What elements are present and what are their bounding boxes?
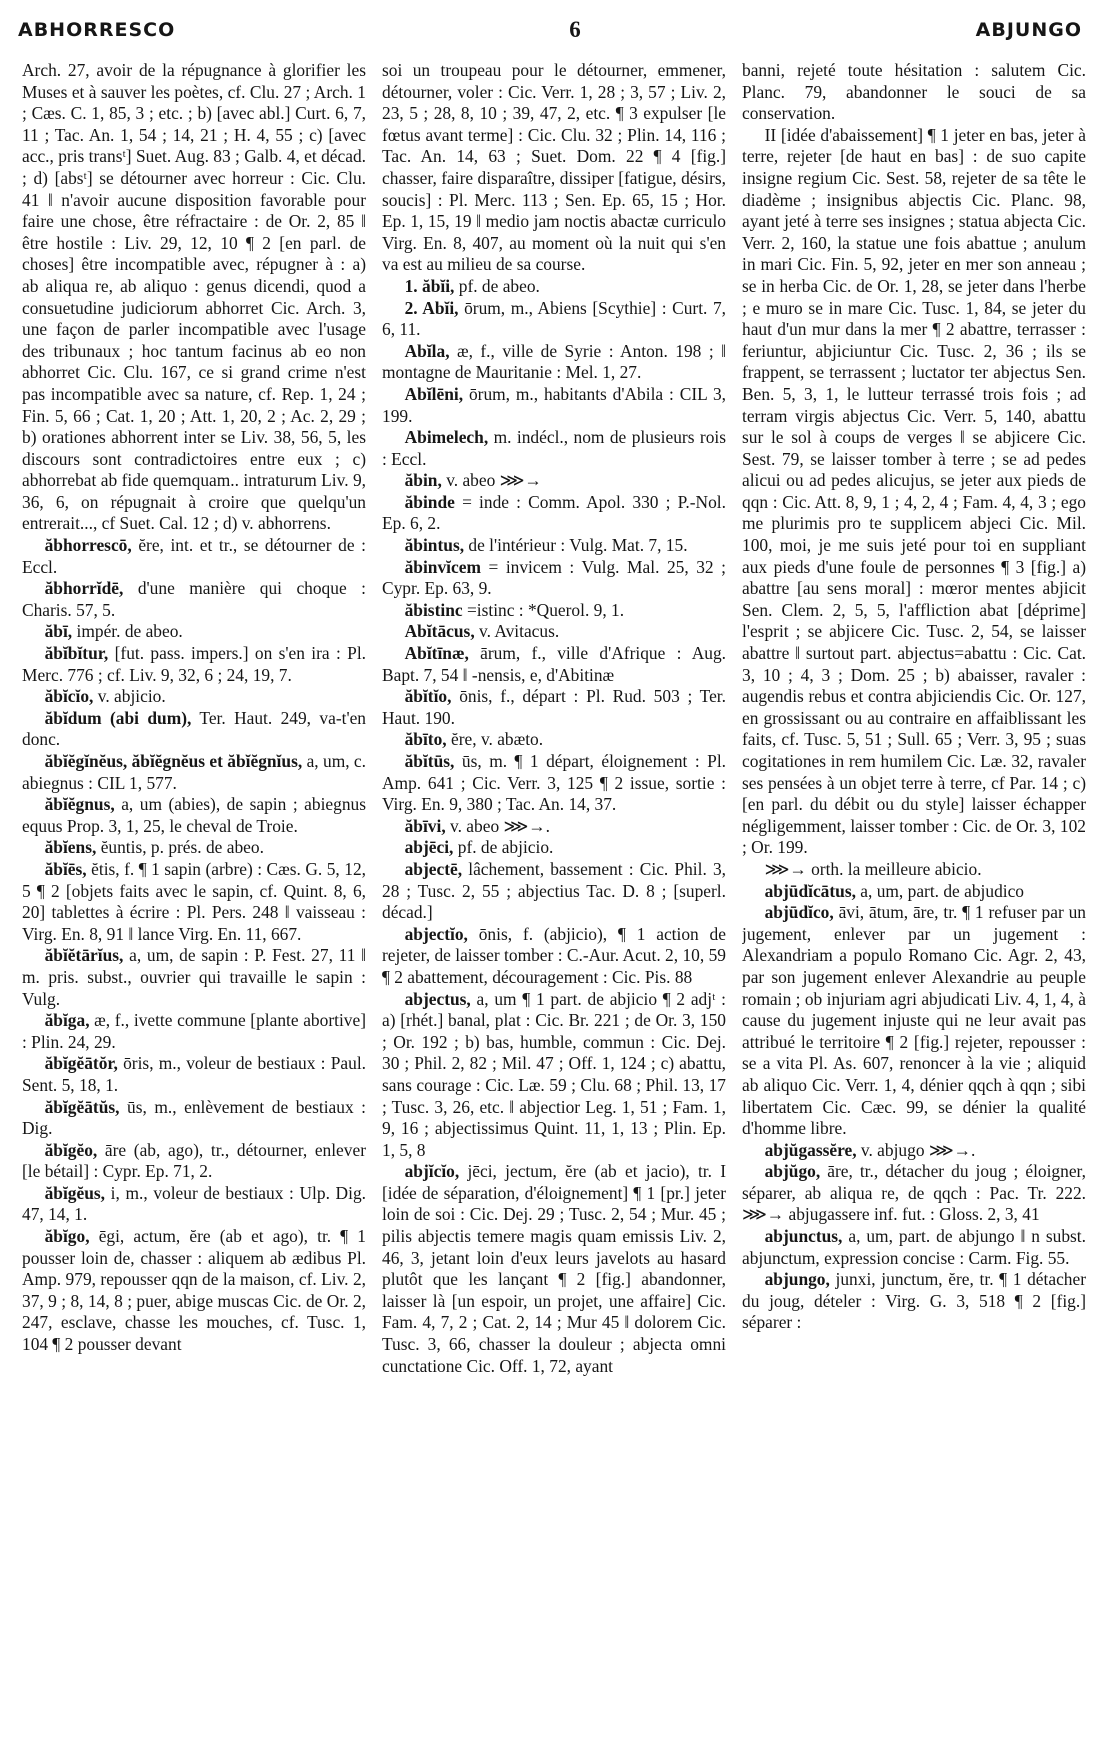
definition: ĕre, v. abæto. (451, 729, 544, 750)
dictionary-entry (22, 1183, 366, 1226)
headword: ăbĭĕgĭnĕus, ăbĭĕgnĕus et ăbĭĕgnĭus, (44, 751, 303, 771)
headword: abjūdĭco, (764, 902, 834, 923)
dictionary-entry (382, 341, 726, 384)
running-header (18, 10, 1082, 50)
headword: ăbĭgĕātŏr, (44, 1053, 118, 1074)
dictionary-entry (22, 751, 366, 794)
definition: de l'intérieur : Vulg. Mat. 7, 15. (468, 535, 688, 556)
headword: ăbĭgĕātŭs, (44, 1096, 120, 1117)
headword: ăbintus, (404, 535, 465, 556)
headword: ăbĭĕgnus, (44, 794, 115, 815)
headword: ăbĭbĭtur, (44, 643, 109, 664)
dictionary-entry (382, 621, 726, 643)
dictionary-entry (382, 298, 726, 341)
dictionary-entry (742, 902, 1086, 1140)
headword: Abĭla, (404, 340, 450, 361)
definition: pf. de abjicio. (457, 837, 554, 858)
definition: junxi, junctum, ĕre, tr. ¶ 1 détacher du joug, dételer : Virg. G. 3, 518 ¶ 2 [fig.] séparer : (742, 1269, 1086, 1333)
dictionary-entry (382, 751, 726, 816)
headword: abjŭgassĕre, (764, 1139, 857, 1160)
dictionary-entry (22, 621, 366, 643)
dictionary-entry (22, 1226, 366, 1356)
dictionary-entry (382, 816, 726, 838)
definition: d'une manière qui choque : Charis. 57, 5. (22, 578, 366, 620)
dictionary-entry (742, 1161, 1086, 1226)
headword: ăbistinc (404, 599, 463, 620)
dictionary-entry (742, 1140, 1086, 1162)
definition: āre, tr., détacher du joug ; éloigner, séparer, ab aliqua re, de qqch : Pac. Tr. 222. ⋙→ abjugassere inf. fut. : Gloss. 2, 3, 41 (742, 1161, 1086, 1225)
headword: ăbĭgĕus, (44, 1182, 106, 1203)
dictionary-entry (742, 1269, 1086, 1334)
definition: āre (ab, ago), tr., détourner, enlever [le bétail] : Cypr. Ep. 71, 2. (22, 1139, 366, 1182)
definition: = invicem : Vulg. Mal. 25, 32 ; Cypr. Ep. 63, 9. (382, 556, 726, 599)
definition: ūs, m. ¶ 1 départ, éloignement : Pl. Amp. 641 ; Cic. Verr. 3, 125 ¶ 2 issue, sortie : Virg. En. 9, 380 ; Tac. An. 14, 37. (382, 751, 726, 815)
definition: v. Avitacus. (479, 621, 560, 642)
dictionary-entry (742, 881, 1086, 903)
page-number: 6 (569, 17, 582, 42)
definition: a, um, part. de abjudico (860, 880, 1025, 901)
definition: a, um (abies), de sapin ; abiegnus equus Prop. 3, 1, 25, le cheval de Troie. (22, 794, 366, 836)
definition: v. abeo ⋙→. (450, 815, 550, 836)
definition: ĕtis, f. ¶ 1 sapin (arbre) : Cæs. G. 5, 12, 5 ¶ 2 [objets faits avec le sapin, cf. Quint. 8, 6, 20] tablettes à écrire : Pl. Pers. 248 ‖ vaisseau : Virg. En. 8, 91 ‖ lance Virg. En. 11, 667. (22, 858, 366, 944)
dictionary-entry (382, 427, 726, 470)
dictionary-entry (382, 859, 726, 924)
definition: = inde : Comm. Apol. 330 ; P.-Nol. Ep. 6, 2. (382, 491, 726, 534)
definition: a, um ¶ 1 part. de abjicio ¶ 2 adjᵗ : a) [rhét.] banal, plat : Cic. Br. 221 ; de Or. 3, 150 ; Or. 192 ; b) bas, humble, commun : Cic. Dej. 30 ; Phil. 2, 82 ; Mil. 47 ; Off. 1, 124 ; c) abattu, sans courage : Cic. Læ. 59 ; Clu. 68 ; Phil. 13, 17 ; Tusc. 3, 26, etc. ‖ abjectior Leg. 1, 51 ; Fam. 1, 9, 16 ; abjectissimus Quint. 11, 1, 13 ; Plin. Ep. 1, 5, 8 (382, 988, 726, 1160)
dictionary-entry (382, 1161, 726, 1377)
headword: ăbĭdum (abi dum), (44, 707, 192, 728)
definition: =istinc : *Querol. 9, 1. (466, 599, 625, 620)
headword: ăbinde (404, 491, 455, 512)
headword: abjĭcĭo, (404, 1161, 460, 1182)
definition: ōnis, f., départ : Pl. Rud. 503 ; Ter. Haut. 190. (382, 686, 726, 728)
dictionary-entry (22, 643, 366, 686)
dictionary-entry (22, 686, 366, 708)
headword: abjŭgo, (764, 1161, 821, 1182)
headword: abjēci, (404, 837, 454, 858)
dictionary-entry (22, 1140, 366, 1183)
dictionary-entry (382, 837, 726, 859)
dictionary-entry (382, 643, 726, 686)
definition: ōnis, f. (abjicio), ¶ 1 action de rejeter, de laisser tomber : C.-Aur. Acut. 2, 10, 59 ¶ 2 abattement, découragement : Cic. Pis. 88 (382, 923, 726, 987)
definition: a, um, c. abiegnus : CIL 1, 577. (22, 751, 366, 793)
definition: āvi, ātum, āre, tr. ¶ 1 refuser par un jugement, enlever par un jugement : Alexandriam a populo Romano Cic. Agr. 2, 43, par son jugement enlever Alexandrie au peuple romain ; ob injuriam agri abjudicati Liv. 4, 1, 4, à cause du jugement injuste qui ne leur avait pas attribué le territoire ¶ 2 [fig.] rejeter, repousser : se a vita Pl. As. 607, renoncer à la vie ; aliquid ab aliquo Cic. Verr. 1, 4, dénier qqch à qqn ; sibi libertatem Cic. Cæc. 99, se dénier la qualité d'homme libre. (742, 902, 1086, 1139)
headword: Abĭtācus, (404, 621, 475, 642)
headword: abjectus, (404, 988, 471, 1009)
dictionary-entry (22, 859, 366, 945)
definition: pf. de abeo. (458, 275, 540, 296)
headword: ăbī, (44, 621, 73, 642)
dictionary-entry (382, 535, 726, 557)
headword: Abĭlēni, (404, 383, 464, 404)
headword: ăbĭtĭo, (404, 686, 452, 707)
definition: Ter. Haut. 249, va-t'en donc. (22, 707, 366, 750)
definition: ĕuntis, p. prés. de abeo. (100, 837, 264, 858)
definition: impér. de abeo. (76, 621, 183, 642)
definition: ⋙→ orth. la meilleure abicio. (764, 858, 982, 879)
definition: ēgi, actum, ĕre (ab et ago), tr. ¶ 1 pousser loin de, chasser : aliquem ab ædibus Pl. Amp. 979, repousser qqn de la maison, cf. Liv. 2, 37, 9 ; 8, 14, 8 ; puer, abige muscas Cic. de Or. 2, 247, esclave, chasse les mouches, cf. Tusc. 1, 104 ¶ 2 pousser devant (22, 1226, 366, 1355)
headword: 1. ăbĭi, (404, 275, 455, 296)
headword: ăbĭĕtārĭus, (44, 945, 124, 966)
dictionary-entry (22, 1010, 366, 1053)
definition: II [idée d'abaissement] ¶ 1 jeter en bas, jeter à terre, rejeter [de haut en bas] : de suo capite insigne regium Cic. Sest. 58, rejeter de sa tête le diadème ; insignibus abjectis Cic. Planc. 98, ayant jeté à terre ses insignes ; statua abjecta Cic. Verr. 2, 160, la statue une fois abattue ; anulum in mari Cic. Fin. 5, 92, jeter en mer son anneau ; se in herba Cic. de Or. 1, 28, se jeter dans l'herbe ; e muro se in mare Cic. Tusc. 1, 84, se jeter du haut d'un mur dans la mer ¶ 2 abattre, terrasser : feriuntur, abjiciuntur Cic. Tusc. 2, 36 ; ils se frappent, se terrassent ; luctator ter abjectus Sen. Ben. 5, 3, 1, le lutteur terrassé trois fois ; ad terram virgis abjectus Cic. Verr. 5, 140, abattu sur le sol à coups de verges ‖ se abjicere Cic. Sest. 79, se laisser tomber à terre ; se ad pedes alicui ou ad pedes alicujus, se jeter aux pieds de qqn : Cic. Att. 8, 9, 1 ; 4, 2, 4 ; Fam. 4, 4, 3 ; ego me plurimis pro te supplicem abjeci Cic. Mil. 100, moi, je me suis jeté pour toi en suppliant aux pieds d'une foule de personnes ¶ 3 [fig.] a) abattre [au sens moral] : mœror mentes abjicit Sen. Clem. 2, 5, 5, l'affliction abat [déprime] l'esprit ; se abjicere Cic. Tusc. 2, 54, se laisser abattre ‖ surtout part. abjectus=abattu : Cic. Cat. 3, 10 ; 4, 3 ; Dom. 25 ; b) abaisser, ravaler : augendis rebus et contra abjiciendis Cic. Or. 127, en grossissant ou au contraire en affaiblissant les faits, cf. Tusc. 5, 51 ; Sull. 65 ; Verr. 3, 95 ; suas cogitationes in rem humilem Cic. Læ. 32, ravaler ses pensées à un objet terre à terre, cf Par. 14 ; c) [en parl. du débit ou du style] laisser échapper négligemment, laisser tomber : Cic. de Or. 3, 102 ; Or. 199. (742, 124, 1086, 858)
entry-text (742, 125, 1086, 859)
dictionary-entry (382, 600, 726, 622)
headword: abjunctus, (764, 1226, 843, 1247)
column-right (742, 60, 1086, 1735)
dictionary-entry (382, 557, 726, 600)
definition: a, um, de sapin : P. Fest. 27, 11 ‖ m. pris. subst., ouvrier qui travaille le sapin : Vulg. (22, 945, 366, 1009)
dictionary-entry (382, 470, 726, 492)
dictionary-entry (382, 276, 726, 298)
definition: i, m., voleur de bestiaux : Ulp. Dig. 47, 14, 1. (22, 1182, 366, 1225)
definition: lâchement, bassement : Cic. Phil. 3, 28 ; Tusc. 2, 55 ; abjectius Tac. D. 8 ; [superl. décad.] (382, 858, 726, 923)
headword: ăbīto, (404, 729, 447, 750)
headword: ăbīvi, (404, 815, 446, 836)
entry-text (742, 60, 1086, 125)
entry-text (742, 859, 1086, 881)
definition: ārum, f., ville d'Afrique : Aug. Bapt. 7, 54 ‖ -nensis, e, d'Abitinæ (382, 643, 726, 685)
definition: æ, f., ville de Syrie : Anton. 198 ; ‖ montagne de Mauritanie : Mel. 1, 27. (382, 340, 726, 383)
definition: ōris, m., voleur de bestiaux : Paul. Sent. 5, 18, 1. (22, 1053, 366, 1095)
dictionary-entry (382, 384, 726, 427)
dictionary-entry (382, 686, 726, 729)
headword: ăbhorrĭdē, (44, 578, 124, 599)
headword: ăbĭens, (44, 837, 97, 858)
dictionary-entry (382, 989, 726, 1162)
headword: Abĭtīnæ, (404, 643, 469, 664)
headword: abjectĭo, (404, 923, 468, 944)
definition: æ, f., ivette commune [plante abortive] : Plin. 24, 29. (22, 1010, 366, 1052)
definition: ĕre, int. et tr., se détourner de : Eccl. (22, 535, 366, 577)
headword: ăbĭgo, (44, 1226, 90, 1247)
headword: ăbĭēs, (44, 858, 87, 879)
headword: ăbinvĭcem (404, 556, 481, 577)
dictionary-entry (22, 1097, 366, 1140)
headword: ăbĭga, (44, 1010, 90, 1031)
headword: ăbhorrescō, (44, 535, 132, 556)
definition: ōrum, m., habitants d'Abila : CIL 3, 199. (382, 383, 726, 426)
definition: [fut. pass. impers.] on s'en ira : Pl. Merc. 776 ; cf. Liv. 9, 32, 6 ; 24, 19, 7. (22, 643, 366, 685)
definition: v. abjicio. (97, 686, 166, 707)
column-left (22, 60, 366, 1735)
definition: v. abeo ⋙→ (446, 470, 542, 491)
entry-text (22, 60, 366, 535)
headword: ăbĭtūs, (404, 751, 455, 771)
dictionary-columns (22, 60, 1086, 1735)
dictionary-entry (22, 945, 366, 1010)
definition: jēci, jectum, ĕre (ab et jacio), tr. I [idée de séparation, d'éloignement] ¶ 1 [pr.] jeter loin de soi : Cic. Dej. 29 ; Tusc. 2, 54 ; Mur. 45 ; pilis abjectis temere magis quam emissis Liv. 2, 46, 3, jetant loin d'eux leurs javelots au hasard plutôt que les lançant ¶ 2 [fig.] abandonner, laisser là [un espoir, un projet, une affaire] Cic. Fam. 4, 7, 2 ; Cat. 2, 14 ; Mur 45 ‖ dolorem Cic. Tusc. 3, 66, chasser la douleur ; abjecta omni cunctatione Cic. Off. 1, 72, ayant (382, 1161, 726, 1376)
dictionary-entry (382, 924, 726, 989)
headword: abjectē, (404, 858, 463, 879)
headword: abjungo, (764, 1269, 830, 1290)
dictionary-entry (382, 729, 726, 751)
definition: soi un troupeau pour le détourner, emmener, détourner, voler : Cic. Verr. 1, 28 ; 3, 57 ; Liv. 2, 23, 5 ; 28, 8, 10 ; 39, 47, 2, etc. ¶ 3 expulser [le fœtus avant terme] : Cic. Clu. 32 ; Plin. 14, 116 ; Tac. An. 14, 63 ; Suet. Dom. 22 ¶ 4 [fig.] chasser, faire disparaître, dissiper [fatigue, désirs, soucis] : Pl. Merc. 113 ; Sen. Ep. 65, 15 ; Hor. Ep. 1, 15, 19 ‖ medio jam noctis abactæ curriculo Virg. En. 8, 407, au moment où la nuit qui s'en va est au milieu de sa course. (382, 60, 726, 275)
headword: 2. Abĭi, (404, 297, 459, 318)
headword: ăbĭcĭo, (44, 686, 94, 707)
dictionary-entry (22, 794, 366, 837)
definition: v. abjugo ⋙→. (860, 1139, 976, 1160)
dictionary-entry (382, 492, 726, 535)
dictionary-entry (22, 837, 366, 859)
definition: Arch. 27, avoir de la répugnance à glorifier les Muses et à sauver les poètes, cf. Clu. 27 ; Arch. 1 ; Cæs. C. 1, 85, 3 ; etc. ; b) [avec abl.] Curt. 6, 7, 11 ; Tac. An. 1, 54 ; 14, 21 ; H. 4, 55 ; c) [avec acc., pris transᵗ] Suet. Aug. 83 ; Galb. 4, et décad. ; d) [absᵗ] se détourner avec horreur : Cic. Clu. 41 ‖ n'avoir aucune disposition favorable pour faire une chose, être réfractaire : de Or. 2, 85 ‖ être hostile : Liv. 29, 12, 10 ¶ 2 [en parl. de choses] être incompatible avec, répugner à : a) ab aliqua re, ab aliquo : genus dicendi, quod a consuetudine judiciorum abhorret Cic. Arch. 3, une façon de parler incompatible avec l'usage des tribunaux ; hoc tantum facinus ab eo non abhorret Cic. Clu. 167, ce si grand crime n'est pas incompatible avec sa nature, cf. Rep. 1, 24 ; Fin. 5, 66 ; Cat. 1, 20 ; Att. 1, 20, 2 ; Ac. 2, 29 ; b) orationes abhorrent inter se Liv. 38, 56, 5, les discours sont contradictoires entre eux ; c) abhorrebat ab fide quemquam.. intraturum Liv. 9, 36, 6, on répugnait à croire que quelqu'un entrerait..., cf Suet. Cal. 12 ; d) v. abhorrens. (22, 60, 366, 534)
dictionary-entry (22, 578, 366, 621)
definition: ūs, m., enlèvement de bestiaux : Dig. (22, 1096, 366, 1139)
dictionary-entry (22, 708, 366, 751)
headword: ăbin, (404, 470, 442, 491)
headword: Abimelech, (404, 427, 489, 448)
definition: m. indécl., nom de plusieurs rois : Eccl. (382, 427, 726, 469)
dictionary-entry (22, 535, 366, 578)
entry-text (382, 60, 726, 276)
headword: abjūdĭcātus, (764, 880, 856, 901)
definition: a, um, part. de abjungo ‖ n subst. abjunctum, expression concise : Carm. Fig. 55. (742, 1226, 1086, 1268)
column-middle (382, 60, 726, 1735)
left-guide-word: ABHORRESCO (18, 19, 176, 41)
right-guide-word: ABJUNGO (975, 19, 1082, 41)
definition: ōrum, m., Abiens [Scythie] : Curt. 7, 6, 11. (382, 297, 726, 340)
definition: banni, rejeté toute hésitation : salutem Cic. Planc. 79, abandonner le souci de sa conservation. (742, 60, 1086, 124)
dictionary-entry (22, 1053, 366, 1096)
headword: ăbĭgĕo, (44, 1139, 98, 1160)
dictionary-entry (742, 1226, 1086, 1269)
